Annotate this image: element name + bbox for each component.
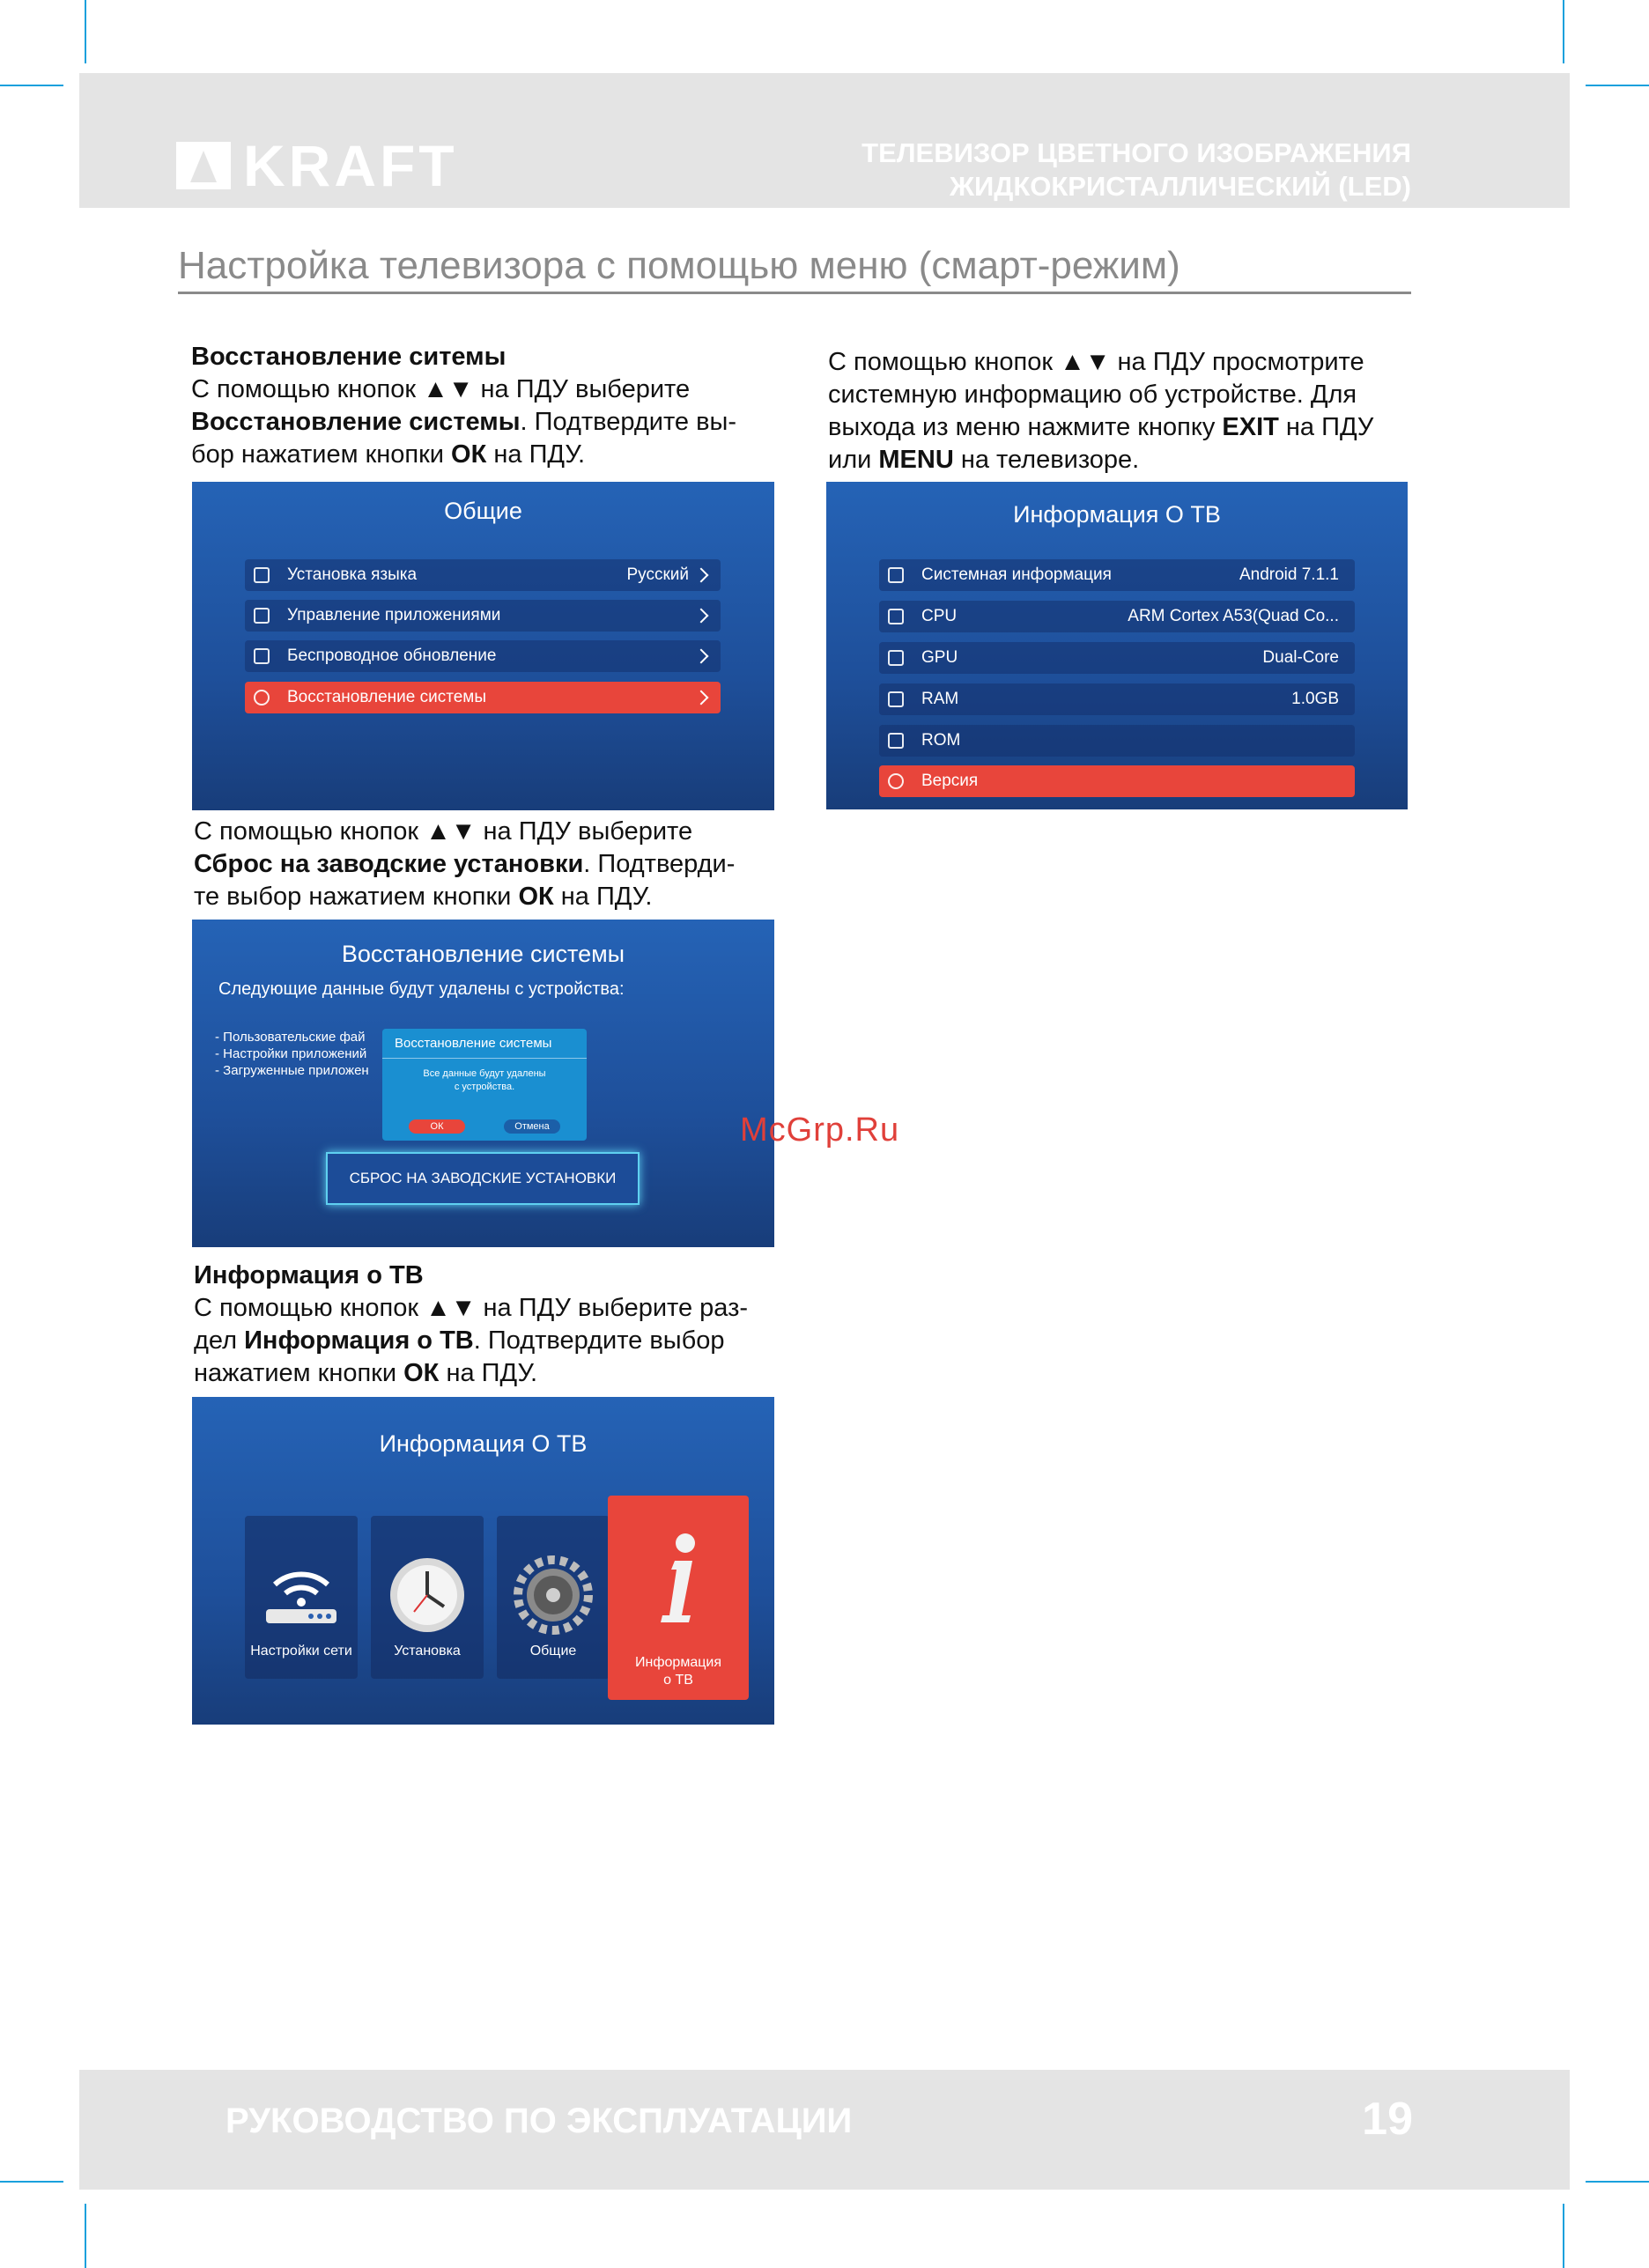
- menu-row-apps[interactable]: [245, 600, 721, 632]
- header-subtitle-line1: ТЕЛЕВИЗОР ЦВЕТНОГО ИЗОБРАЖЕНИЯ: [861, 137, 1411, 168]
- info-row-ram[interactable]: [879, 683, 1355, 715]
- chevron-right-icon: [694, 691, 709, 706]
- info-row-value: Dual-Core: [1262, 648, 1339, 667]
- crop-mark: [1586, 2181, 1649, 2183]
- crop-mark: [85, 0, 86, 63]
- apps-grid-icon: [254, 608, 270, 624]
- tile-label: Общие: [529, 1644, 577, 1659]
- para-bold: ОК: [518, 883, 554, 911]
- para-text: на ПДУ: [1278, 413, 1374, 441]
- android-icon: [888, 567, 904, 583]
- para-text: на телевизоре.: [953, 446, 1140, 474]
- info-row-cpu[interactable]: [879, 601, 1355, 632]
- para-tv-info: [194, 1260, 810, 1390]
- para-text: бор нажатием кнопки: [191, 440, 452, 469]
- tile-setup[interactable]: [371, 1516, 484, 1679]
- para-text: С помощью кнопок ▲▼ на ПДУ просмотрите: [828, 348, 1364, 376]
- para-bold: Сброс на заводские установки: [194, 850, 584, 878]
- tile-tv-info[interactable]: [608, 1496, 749, 1700]
- brand-name: KRAFT: [243, 133, 458, 198]
- para-heading: Восстановление ситемы: [191, 343, 507, 371]
- rom-icon: [888, 733, 904, 749]
- para-heading: Информация о ТВ: [194, 1261, 424, 1289]
- para-text: С помощью кнопок ▲▼ на ПДУ выберите раз-: [194, 1294, 749, 1322]
- dialog-message: [382, 1068, 587, 1094]
- router-wifi-icon: [262, 1558, 341, 1629]
- para-text: дел: [194, 1326, 245, 1355]
- info-row-label: RAM: [921, 690, 959, 708]
- info-row-label: GPU: [921, 648, 958, 667]
- para-bold: ОК: [403, 1359, 440, 1387]
- confirm-dialog: [382, 1029, 587, 1141]
- header-subtitle-line2: ЖИДКОКРИСТАЛЛИЧЕСКИЙ (LED): [949, 171, 1411, 202]
- menu-row-label: Управление приложениями: [287, 606, 501, 624]
- chevron-right-icon: [694, 609, 709, 624]
- info-row-value: 1.0GB: [1291, 690, 1339, 708]
- para-bold: MENU: [878, 446, 954, 474]
- tile-network-settings[interactable]: [245, 1516, 358, 1679]
- menu-row-value: Русский: [626, 565, 689, 584]
- list-item: - Пользовательские фай: [215, 1030, 366, 1045]
- info-row-gpu[interactable]: [879, 642, 1355, 674]
- para-text: С помощью кнопок ▲▼ на ПДУ выберите: [194, 817, 693, 846]
- menu-row-label: Восстановление системы: [287, 688, 487, 706]
- header-subtitle: [861, 137, 1411, 203]
- para-text: выхода из меню нажмите кнопку: [828, 413, 1223, 441]
- restore-items: [215, 1029, 369, 1079]
- crop-mark: [0, 2181, 63, 2183]
- info-row-label: Системная информация: [921, 565, 1112, 584]
- tile-label-line: о ТВ: [663, 1673, 693, 1688]
- ram-icon: [888, 691, 904, 707]
- para-text: на ПДУ.: [439, 1359, 538, 1387]
- para-bold: ОК: [451, 440, 487, 469]
- menu-row-label: Беспроводное обновление: [287, 646, 497, 665]
- tv-screen-general: [192, 482, 774, 810]
- section-title: Настройка телевизора с помощью меню (смарт-режим): [178, 244, 1411, 294]
- para-text: на ПДУ.: [553, 883, 653, 911]
- cpu-icon: [888, 609, 904, 624]
- para-text: системную информацию об устройстве. Для: [828, 380, 1357, 409]
- crop-mark: [1563, 0, 1564, 63]
- crop-mark: [1563, 2204, 1564, 2268]
- dialog-message-line: с устройства.: [454, 1082, 515, 1092]
- para-text: те выбор нажатием кнопки: [194, 883, 519, 911]
- info-icon: [652, 1531, 705, 1628]
- brand-logo: [176, 133, 458, 198]
- kraft-logo-icon: [176, 142, 231, 189]
- para-text: . Подтвердите выбор: [473, 1326, 725, 1355]
- page-number: 19: [1362, 2094, 1413, 2145]
- restore-icon: [254, 690, 270, 706]
- language-icon: [254, 567, 270, 583]
- watermark: McGrp.Ru: [740, 1112, 900, 1149]
- para-system-info: [828, 346, 1445, 477]
- info-row-system[interactable]: [879, 559, 1355, 591]
- para-text: . Подтвердите вы-: [520, 408, 736, 436]
- crop-mark: [1586, 85, 1649, 86]
- menu-row-language[interactable]: [245, 559, 721, 591]
- para-system-restore: [191, 341, 790, 471]
- para-bold: Восстановление системы: [191, 408, 521, 436]
- tile-label: Настройки сети: [250, 1644, 352, 1659]
- info-row-rom[interactable]: [879, 725, 1355, 757]
- chevron-right-icon: [694, 568, 709, 583]
- version-icon: [888, 773, 904, 789]
- restore-subtitle: Следующие данные будут удалены с устройства:: [218, 979, 625, 999]
- menu-row-system-restore[interactable]: [245, 682, 721, 713]
- list-item: - Загруженные приложен: [215, 1063, 369, 1078]
- para-text: . Подтверди-: [583, 850, 736, 878]
- info-row-version[interactable]: [879, 765, 1355, 797]
- factory-reset-button[interactable]: СБРОС НА ЗАВОДСКИЕ УСТАНОВКИ: [326, 1152, 640, 1205]
- tile-label: [608, 1654, 749, 1689]
- gear-icon: [514, 1555, 593, 1635]
- screen-title: Информация О ТВ: [1013, 501, 1221, 528]
- para-bold: EXIT: [1222, 413, 1279, 441]
- tv-screen-system-restore: [192, 920, 774, 1247]
- para-text: или: [828, 446, 879, 474]
- dialog-title: Восстановление системы: [382, 1029, 587, 1059]
- para-factory-reset: [194, 816, 793, 913]
- crop-mark: [0, 85, 63, 86]
- para-text: на ПДУ.: [486, 440, 586, 469]
- screen-title: Восстановление системы: [341, 941, 625, 967]
- tile-label: Установка: [394, 1644, 461, 1659]
- info-row-value: Android 7.1.1: [1239, 565, 1339, 584]
- crop-mark: [85, 2204, 86, 2268]
- para-text: С помощью кнопок ▲▼ на ПДУ выберите: [191, 375, 691, 403]
- footer-title: РУКОВОДСТВО ПО ЭКСПЛУАТАЦИИ: [226, 2102, 853, 2140]
- screen-title: Общие: [444, 498, 522, 524]
- ok-button[interactable]: ОК: [409, 1119, 465, 1134]
- tile-label-line: Информация: [635, 1655, 721, 1670]
- tile-general[interactable]: [497, 1516, 610, 1679]
- tv-screen-system-info: [826, 482, 1408, 809]
- chevron-right-icon: [694, 649, 709, 664]
- update-icon: [254, 648, 270, 664]
- para-text: нажатием кнопки: [194, 1359, 404, 1387]
- tv-screen-settings-tiles: [192, 1397, 774, 1725]
- info-row-value: ARM Cortex A53(Quad Co...: [1128, 607, 1339, 625]
- cancel-button[interactable]: Отмена: [504, 1119, 560, 1134]
- info-row-label: CPU: [921, 607, 958, 625]
- gpu-icon: [888, 650, 904, 666]
- list-item: - Настройки приложений: [215, 1046, 367, 1061]
- menu-row-label: Установка языка: [287, 565, 418, 584]
- info-row-label: ROM: [921, 731, 961, 750]
- menu-row-ota-update[interactable]: [245, 640, 721, 672]
- screen-title: Информация О ТВ: [379, 1430, 588, 1457]
- header-band: [79, 73, 1570, 208]
- info-row-label: Версия: [921, 772, 979, 790]
- dialog-message-line: Все данные будут удалены: [423, 1068, 546, 1079]
- clock-icon: [388, 1555, 467, 1635]
- para-bold: Информация о ТВ: [244, 1326, 474, 1355]
